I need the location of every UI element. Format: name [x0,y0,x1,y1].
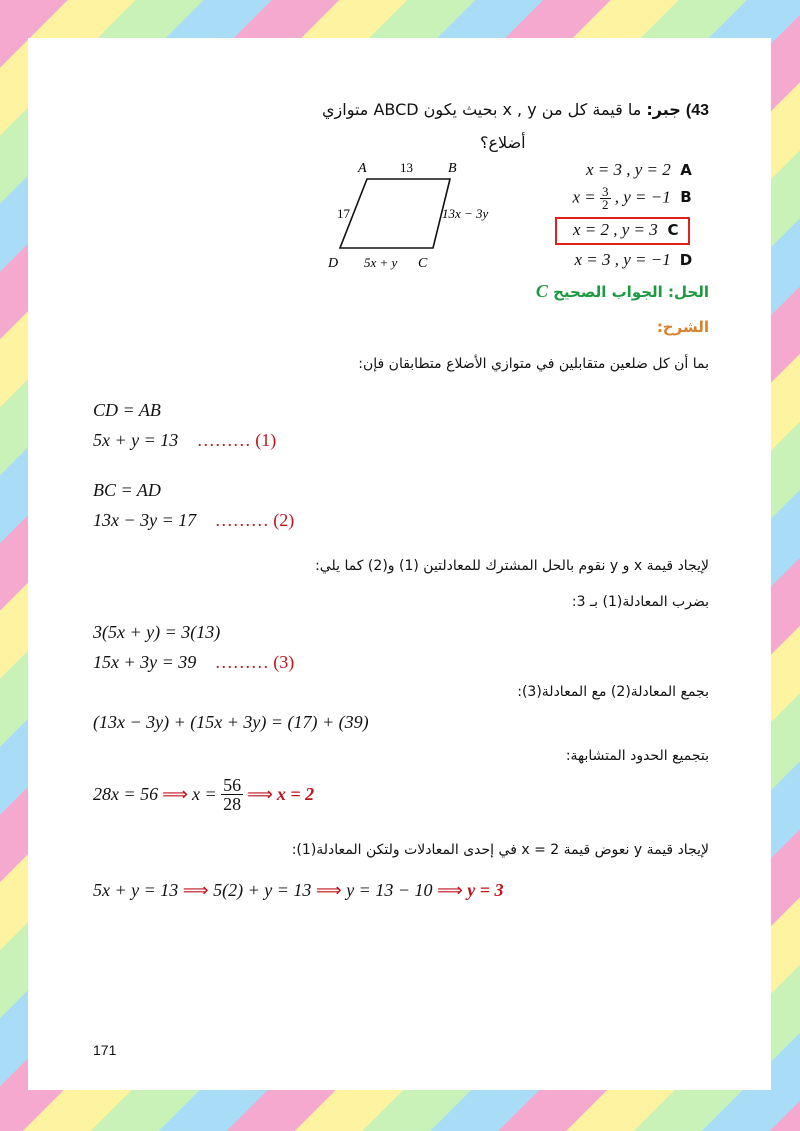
arrow-icon: ⟹ [247,784,273,804]
answer-label: الحل: الجواب الصحيح [553,283,709,301]
eq-3-row [93,652,294,673]
eq-y-result: y = 3 [467,880,504,900]
eq-2-row [93,510,294,531]
solve-intro: لإيجاد قيمة x و y نقوم بالحل المشترك للمعادلتين (1) و(2) كما يلي: [315,558,709,574]
side-ab-label: 13 [400,160,413,175]
option-b[interactable] [546,186,697,211]
option-d-letter: D [679,251,693,269]
eq-3-tag: ……… (3) [214,652,295,672]
answer-line [536,281,709,302]
eq-cd-ab: CD = AB [93,400,161,420]
option-b-frac-den: 2 [602,197,609,212]
option-b-text-post: , y = −1 [610,187,671,207]
question-header [322,100,709,120]
eq-1-row [93,430,276,451]
eq-y-b: 5(2) + y = 13 [213,880,312,900]
arrow-icon: ⟹ [182,880,209,900]
option-d[interactable] [546,250,697,270]
vertex-d-label: D [328,256,339,271]
multiply-intro: بضرب المعادلة(1) بـ 3: [571,594,709,610]
arrow-icon: ⟹ [162,784,188,804]
combine-intro: بتجميع الحدود المتشابهة: [565,748,709,764]
question-text-line2: أضلاع؟ [480,133,526,152]
option-c-highlighted[interactable] [555,217,690,245]
option-a[interactable] [562,160,697,180]
eq-3: 15x + 3y = 39 [93,652,197,672]
eq-bc-ad: BC = AD [93,480,161,500]
page-number: 171 [93,1042,117,1058]
arrow-icon: ⟹ [315,880,342,900]
sub-intro: لإيجاد قيمة y نعوض قيمة x = 2 في إحدى المعادلات ولتكن المعادلة(1): [291,842,709,858]
arrow-icon: ⟹ [436,880,463,900]
option-b-fraction [600,186,611,211]
option-b-text-pre: x = [572,187,600,207]
side-dc-label: 5x + y [364,255,398,270]
option-d-text: x = 3 , y = −1 [574,250,671,269]
eq-x-frac-num: 56 [223,775,242,795]
question-number: 43) [685,102,709,119]
eq-x-row: 28x = 56 ⟹ x = $\frac{56}{28}$ ⟹ x = 2 [93,775,315,814]
eq-x-result: x = 2 [276,784,315,804]
eq-x-fraction [221,776,243,813]
eq-2-tag: ……… (2) [214,510,295,530]
vertex-c-label: C [418,256,428,271]
eq-1: 5x + y = 13 [93,430,179,450]
question-subject: جبر: [646,100,681,119]
eq-y-c: y = 13 − 10 [346,880,433,900]
eq-x-left: 28x = 56 [93,784,159,804]
eq-y-a: 5x + y = 13 [93,880,179,900]
eq-2: 13x − 3y = 17 [93,510,197,530]
eq-sum: (13x − 3y) + (15x + 3y) = (17) + (39) [93,712,369,732]
explanation-intro: بما أن كل ضلعين متقابلين في متوازي الأضلاع متطابقان فإن: [358,356,709,372]
side-ad-label: 17 [337,206,350,221]
option-b-letter: B [680,188,692,207]
option-c-letter: C [667,221,679,239]
eq-1-tag: ……… (1) [196,430,277,450]
vertex-a-label: A [358,161,367,176]
answer-choice: C [535,281,548,301]
eq-x-frac-den: 28 [223,794,242,814]
parallelogram-figure [318,156,498,271]
option-c-text: x = 2 , y = 3 [572,220,658,239]
eq-y-row [93,880,504,901]
option-a-text: x = 3 , y = 2 [585,160,671,179]
page-sheet [28,38,771,1090]
explanation-heading: الشرح: [656,318,709,336]
add-intro: بجمع المعادلة(2) مع المعادلة(3): [517,684,709,700]
option-b-frac-num: 3 [602,184,609,199]
eq-mult: 3(5x + y) = 3(13) [93,622,221,642]
option-a-letter: A [680,161,692,179]
vertex-b-label: B [448,161,457,176]
question-text-line1: ما قيمة كل من x , y بحيث يكون ABCD متوازي [322,100,642,119]
parallelogram-shape [340,179,450,248]
side-bc-label: 13x − 3y [442,206,489,221]
